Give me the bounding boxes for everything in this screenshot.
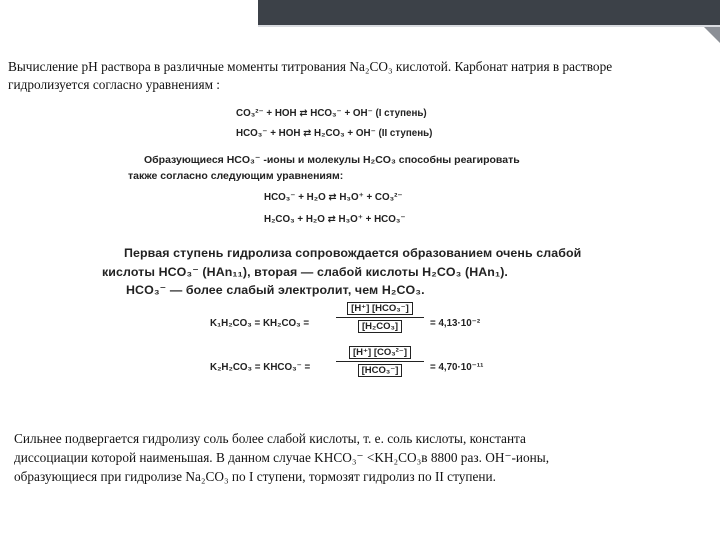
paragraph-1-line-2: также согласно следующим уравнениям: xyxy=(128,170,344,182)
conclusion-text xyxy=(14,429,714,486)
equation-3: HCO₃⁻ + H₂O ⇄ H₃O⁺ + CO₃²⁻ xyxy=(264,192,403,203)
slide-top-bar xyxy=(0,0,720,26)
paragraph-2-line-3: HCO₃⁻ — более слабый электролит, чем H₂CO₃. xyxy=(126,283,425,297)
paragraph-1-line-1: Образующиеся HCO₃⁻ -ионы и молекулы H₂CO₃ способны реагировать xyxy=(144,154,520,166)
conclusion-line-2: диссоциации которой наименьшая. В данном случае KHCO₃⁻ <KH₂CO₃в 8800 раз. OH⁻-ионы, xyxy=(14,450,550,465)
k1-value: = 4,13·10⁻² xyxy=(430,318,481,329)
paragraph-2-line-1: Первая ступень гидролиза сопровождается образованием очень слабой xyxy=(124,246,582,260)
k2-fraction-bar xyxy=(336,361,424,362)
intro-text xyxy=(8,58,716,94)
k1-fraction-bar xyxy=(336,317,424,318)
k2-denominator: [HCO₃⁻] xyxy=(358,364,403,377)
k2-left-side: K₂H₂CO₃ = KHCO₃⁻ = xyxy=(210,362,311,373)
paragraph-2-line-2: кислоты HCO₃⁻ (HAn₁₁), вторая — слабой кислоты H₂CO₃ (HAn₁). xyxy=(102,265,508,279)
header-stripe xyxy=(258,0,720,25)
intro-line-1: Вычисление pH раствора в различные моменты титрования Na₂CO₃ кислотой. Карбонат натрия в растворе xyxy=(8,59,613,74)
equation-1: CO₃²⁻ + HOH ⇄ HCO₃⁻ + OH⁻ (I ступень) xyxy=(236,108,427,119)
k2-value: = 4,70·10⁻¹¹ xyxy=(430,362,484,373)
conclusion-line-1: Сильнее подвергается гидролизу соль более слабой кислоты, т. е. соль кислоты, константа xyxy=(14,431,526,446)
k2-fraction xyxy=(336,346,424,377)
k1-denominator: [H₂CO₃] xyxy=(358,320,402,333)
k1-left-side: K₁H₂CO₃ = KH₂CO₃ = xyxy=(210,318,310,329)
equation-4: H₂CO₃ + H₂O ⇄ H₃O⁺ + HCO₃⁻ xyxy=(264,214,406,225)
header-underline xyxy=(258,25,720,27)
k1-fraction xyxy=(336,302,424,333)
scanned-textbook-excerpt xyxy=(100,96,582,386)
intro-line-2: гидролизуется согласно уравнениям : xyxy=(8,77,221,92)
k2-numerator: [H⁺] [CO₃²⁻] xyxy=(349,346,411,359)
equation-2: HCO₃⁻ + HOH ⇄ H₂CO₃ + OH⁻ (II ступень) xyxy=(236,128,433,139)
corner-decoration xyxy=(704,27,720,43)
conclusion-line-3: образующиеся при гидролизе Na₂CO₃ по I ступени, тормозят гидролиз по II ступени. xyxy=(14,469,496,484)
k1-numerator: [H⁺] [HCO₃⁻] xyxy=(347,302,413,315)
